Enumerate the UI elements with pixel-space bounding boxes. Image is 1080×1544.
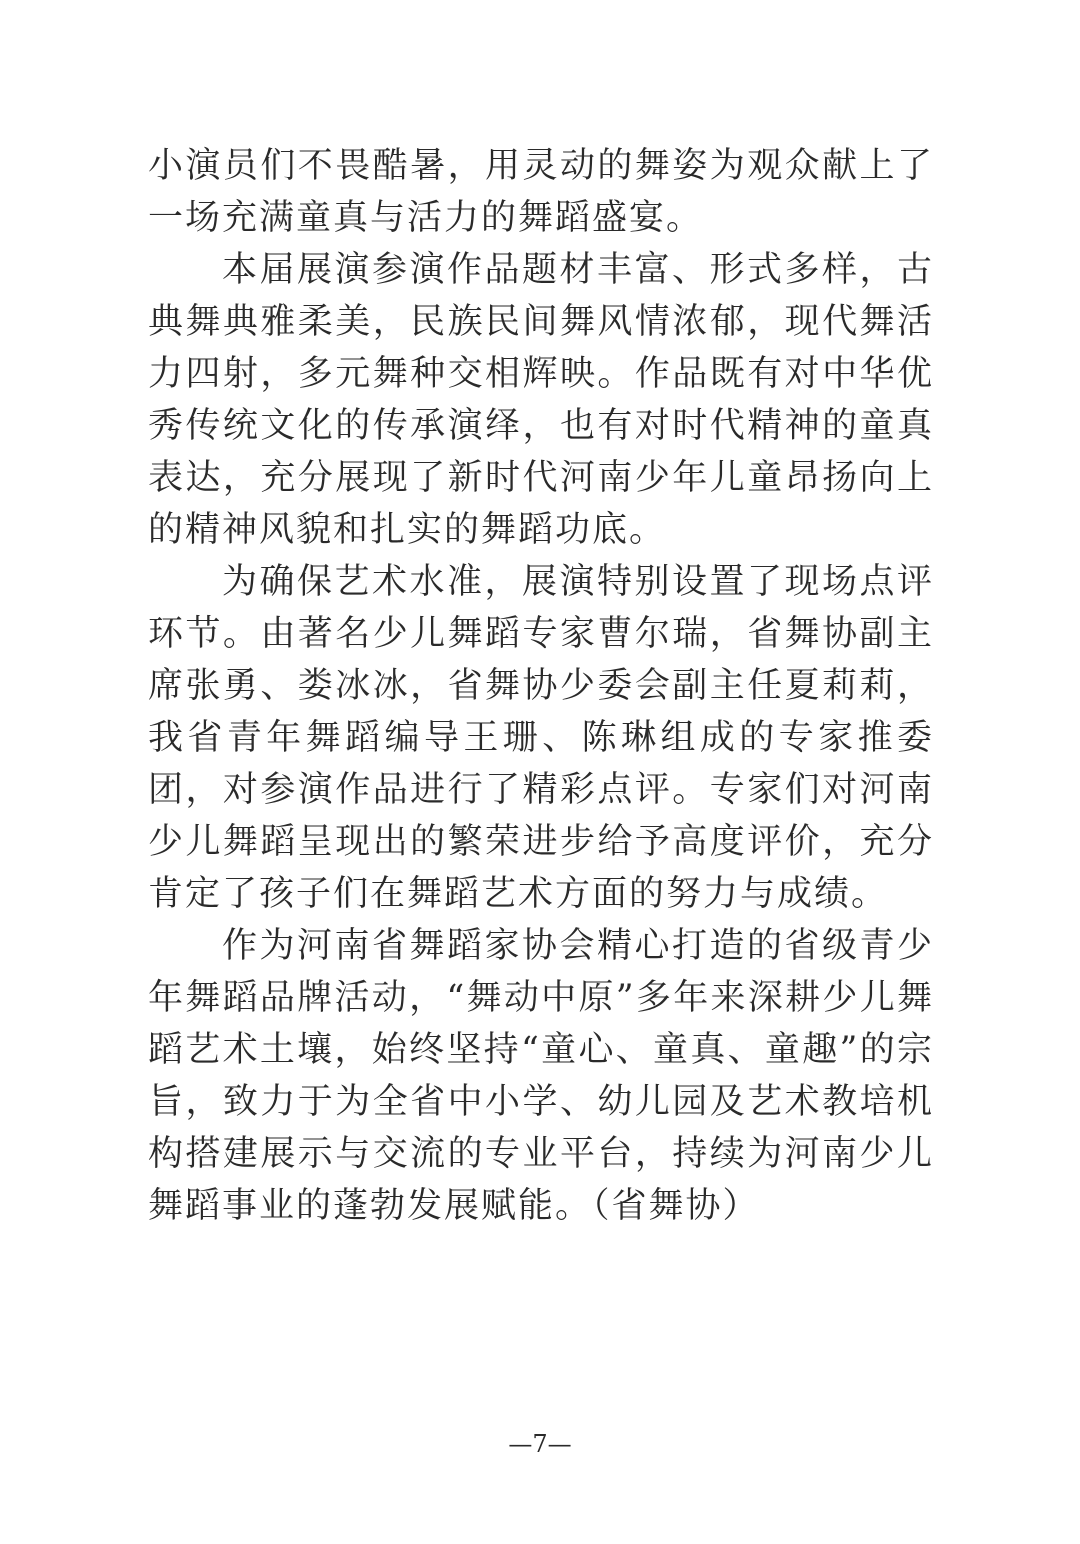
paragraph-2: 本届展演参演作品题材丰富、形式多样，古典舞典雅柔美，民族民间舞风情浓郁，现代舞活力四射，多元舞种交相辉映。作品既有对中华优秀传统文化的传承演绎，也有对时代精神的童真表达，充分展现了新时代河南少年儿童昂扬向上的精神风貌和扎实的舞蹈功底。 <box>148 250 934 550</box>
page-number: —7— <box>508 1430 572 1458</box>
body-text <box>148 140 934 1232</box>
paragraph-3: 为确保艺术水准，展演特别设置了现场点评环节。由著名少儿舞蹈专家曹尔瑞，省舞协副主席张勇、娄冰冰，省舞协少委会副主任夏莉莉，我省青年舞蹈编导王珊、陈琳组成的专家推委团，对参演作品进行了精彩点评。专家们对河南少儿舞蹈呈现出的繁荣进步给予高度评价，充分肯定了孩子们在舞蹈艺术方面的努力与成绩。 <box>148 562 934 914</box>
paragraph-1: 小演员们不畏酷暑，用灵动的舞姿为观众献上了一场充满童真与活力的舞蹈盛宴。 <box>148 146 934 238</box>
paragraph-4: 作为河南省舞蹈家协会精心打造的省级青少年舞蹈品牌活动，“舞动中原”多年来深耕少儿舞蹈艺术土壤，始终坚持“童心、童真、童趣”的宗旨，致力于为全省中小学、幼儿园及艺术教培机构搭建展示与交流的专业平台，持续为河南少儿舞蹈事业的蓬勃发展赋能。（省舞协） <box>148 926 934 1226</box>
